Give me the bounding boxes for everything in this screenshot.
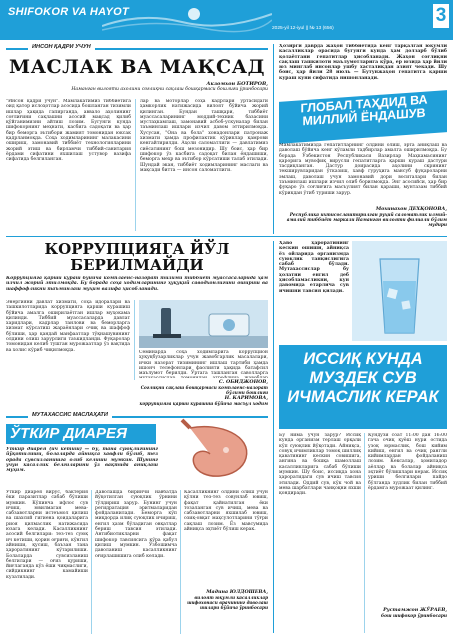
- column-divider: [364, 433, 365, 633]
- article-4-signature-name: Мадина ЮЛДОШЕВА,: [206, 589, 268, 595]
- article-5-signature-role: бош шифокор ўринбосари: [380, 614, 447, 619]
- section-title: SHIFOKOR VA HAYOT: [8, 6, 130, 18]
- issue-date: 2025-yil 12-iyul || № 13 (656): [272, 26, 334, 31]
- article-4-col3: Касалликнинг олдини олиш учун қўлни тез-тез совунлаб ювиш, фақат қайнатилган ёки тозаланган сув ичиш, мева ва сабзавотларни яхшилаб ювиш, озиқ-овқат маҳсулотларини тўғри сақлаш лозим. Ёз мавсумида айниқса эҳтиёт бўлиш керак.: [184, 490, 268, 533]
- heart-icon: [188, 8, 200, 20]
- article-3-col1: Энергияни давлат хизмати, соҳа идоралари ва ташкилотларида коррупцияга қарши курашиш бўйича амалга оширилаётган ишлар муҳокама қилинди. Тиббий муассасаларда давлат харидлари, кадрлар танлови ва беморларга хизмат кўрсатиш жараёнлари очиқ ва шаффоф бўлиши, ҳар қандай манфаатлар тўқнашувининг олдини олиш зарурлиги таъкидланди. Фуқаролар томонидан келиб тушган мурожаатлар ўз вақтида ва холис кўриб чиқилмоқда.: [6, 300, 130, 353]
- article-3-lead: Коррупцияга қарши кураш бўйича комплаенс-назорат тизими тиббиёт муассасаларида ҳам изчил жорий этилмоқда. Бу борада соҳа ходимларининг ҳуқуқий саводхонлигини ошириш ва шаффофликни таъминлаш муҳим вазифа ҳисобланади.: [6, 276, 268, 292]
- page-number: 3: [433, 4, 449, 28]
- column-divider: [180, 490, 181, 634]
- column-divider: [134, 300, 135, 380]
- article-5-col2: Кундузи соат 11:00 дан 16:00 гача очиқ қуёш нури остида узоқ юрмаслик, бош кийим кийиш, енгил ва очиқ рангли кийимлардан фойдаланиш лозим. Кексалар, ҳомиладор аёллар ва болалар айниқса эҳтиёт бўлишлари керак. Иссиқ уриши белгилари пайдо бўлганда зудлик билан тиббий ёрдамга мурожаат қилинг.: [368, 433, 447, 491]
- article-1-col1: "Инсон қадри учун". Мамлакатимиз тиббиётига оид қатор ислоҳотлар асосида бошланган тизимли ишлар ҳақида гапирганда, аввало аҳолининг соғлиғини сақлашни асосий мақсад қилиб қўйганимизни айтиш лозим. Бугунги кунда шифокорнинг меҳнати, касбига садоқати ва ҳар бир беморга эътибори жамият томонидан юксак қадрланмоқда. Соҳа ходимларининг малакасини ошириш, замонавий тиббиёт технологияларини жорий этиш ва бирламчи тиббий-санитария ёрдами сифатини яхшилаш устувор вазифа сифатида белгиланган.: [6, 99, 131, 163]
- column-divider: [91, 490, 92, 634]
- article-1-title: МАСЛАК ВА МАҚСАД: [9, 56, 265, 78]
- article-2-lead: Ҳозирги даврда жаҳон тиббиётида кенг тарқалган юқумли касалликлар орасида бугунги кунда ҳам долзарб бўлиб қолаётгани гепатитлар ҳисобланади. Жаҳон соғлиқни сақлаш ташкилоти маълумотларига кўра, ер юзида ҳар йили юз минглаб инсонлар ушбу хасталикдан азият чекади. Шу боис, ҳар йили 28 июль — Бутунжаҳон гепатитга қарши кураш куни сифатида нишонланади.: [279, 44, 447, 81]
- article-4-lead: Ўткир диарея (ич кетиш) — бу, тана суюқлигининг йўқотилиши, болаларда айниқса хавфли бўлиб, тез орада сувсизланишга олиб келиши мумкин. Шунинг учун касаллик белгиларини ўз вақтида аниқлаш муҳим.: [6, 447, 158, 474]
- article-5-lead: Ҳаво ҳароратининг кескин ошиши, айниқса ёз ойларида организмда суюқлик танқислигига сабаб бўлади. Мутахассислар бу ҳолатни енгил деб ҳисобламасликни, кун давомида етарлича сув ичишни тавсия қилади.: [279, 241, 349, 294]
- rubric-inson-qadri: ИНСОН ҚАДРИ УЧУН: [6, 44, 268, 54]
- article-3-col2: Семинарда соҳа ходимларига коррупцион ҳуқуқбузарликлар учун жавобгарлик масалалари, ички назорат тизимининг ишлаш тартиби ҳамда ишонч телефонлари фаолияти ҳақида батафсил маълумот берилди. Ўртага ташланган саволларга: [139, 350, 268, 377]
- article-2-body: Мамлакатимизда гепатитларнинг олдини олиш, эрта аниқлаш ва даволаш бўйича кенг кўламли тадбирлар амалга оширилмоқда. Бу борада Ўзбекистон Республикаси Вазирлар Маҳкамасининг қарорига мувофиқ вирусли гепатитларга қарши кураш дастури тасдиқланган. Дастур доирасида аҳолини скрининг текширувларидан ўтказиш, хавф гуруҳига мансуб фуқароларни эмлаш, даволаш учун замонавий дори воситалари билан таъминлаш ишлари изчил олиб борилмоқда. Энг асосийси, ҳар бир фуқаро ўз соғлиғига масъулият билан қараши, мунтазам тиббий кўрикдан ўтиб туриши зарур.: [279, 143, 447, 196]
- article-1-byline-role: Наманган вилояти ахолини соғлиқни сақлаш бошқармаси бошлиғи ўринбосари: [71, 87, 268, 92]
- article-2-signature-role: Республика ихтисослаштирилган руҳий саломатлик илмий-амалий тиббиёт маркази Наманган вилояти филиали бўлим мудири: [286, 213, 447, 228]
- column-divider: [135, 99, 136, 231]
- article-3-signature-1-role: Соғлиқни сақлаш бошқармаси комплаенс-назорат бўлими бошлиғи: [140, 385, 268, 395]
- article-5-title: ИССИҚ КУНДА МУЗДЕК СУВ ИЧМАСЛИК КЕРАК: [287, 350, 439, 406]
- stomach-illustration: [160, 418, 268, 486]
- article-2-signature-name: Мохинахон ДЕХҚОНОВА,: [375, 206, 447, 212]
- article-2-title: ГЛОБАЛ ТАҲДИД ВА МИЛЛИЙ ЁНДАШУВ: [300, 92, 428, 129]
- header-wave-decoration: [102, 4, 272, 34]
- article-4-signature-role: вилоят юқумли касалликлар шифохонаси врачининг даволаш ишлари бўйича ўринбосари: [187, 595, 268, 610]
- microscope-photo: [139, 300, 268, 348]
- article-4-col2: Даволашда биринчи навбатда йўқотилган суюқлик ўрнини тўлдириш зарур. Бунинг учун регидратация эритмаларидан фойдаланилади. Беморга кўп миқдорда илиқ суюқлик ичириш, енгил ҳазм бўладиган овқатлар бериш тавсия этилади. Антибиотикларни фақат шифокор тавсиясига кўра қабул қилиш мумкин. Ўзбошимча даволаниш касалликнинг оғирлашишига олиб келади.: [95, 490, 177, 559]
- article-4-title: ЎТКИР ДИАРЕЯ: [10, 425, 127, 442]
- article-3-signature-2-role: коррупцияга қарши курашиш бўйича масъул ходим: [139, 401, 268, 406]
- article-1-col2: лар ва моторлар соҳа кадрлари ўртасидаги ҳамкорлик натижасида вилоят бўйича жорий қилинган. Бундан ташқари, тиббиёт муассасаларининг моддий-техник базасини мустаҳкамлаш, замонавий асбоб-ускуналар билан таъминлаш ишлари изчил давом эттирилмоқда. Хусусан, "Она ва бола" хонадонлари патронаж хизмати ҳамда профилактик кўриклар қамрови кенгайтирилди. Аҳоли саломатлиги — давлатимиз сиёсатининг бош мезонидир. Шу боис, ҳар бир шифокор ўз касбига садоқат билан ёндашиши, беморга меҳр ва эътибор кўрсатиши талаб этилади. Шундай экан, тиббиёт ходимларининг маслаги ва мақсади битта — инсон саломатлиги.: [140, 99, 268, 173]
- article-3-signature-1-name: С. ОБИДЖОНОВ,: [218, 379, 268, 385]
- article-5-signature-name: Рустамжон ЖЎРАЕВ,: [383, 607, 447, 613]
- water-glass-photo: [352, 241, 447, 341]
- block-divider: [273, 241, 274, 633]
- rubric-mutaxassis: МУТАХАССИС МАСЛАҲАТИ: [6, 412, 268, 422]
- article-4-col1: Ўткир диарея вирус, бактерия ёки паразитлар сабаб бўлиши мумкин. Кўпинча ифлос сув ичиш, ювилмаган мева-сабзавотларни истеъмол қилиш ва шахсий гигиена қоидаларига риоя қилмаслик натижасида юзага келади. Касалликнинг асосий белгилари: тез-тез суюқ ич кетиши, қорин оғриғи, кўнгил айниши, қусиш, баъзан тана ҳароратининг кўтарилиши. Болаларда сувсизланиш белгилари — оғиз қуриши, йиғлаганда кўз ёши чиқмаслиги, сийдикнинг камайиши кузатилади.: [6, 490, 88, 580]
- horizontal-divider: [6, 236, 447, 237]
- article-1-byline: Акзомхон БОТИРОВ,: [206, 81, 268, 87]
- article-5-col1: Бу нима учун зарур? Иссиқ кунда организм терлаш орқали кўп суюқлик йўқотади. Айниқса, совуқ ичимликлар томоқ шиллиқ қаватининг кескин совишига, ангина ва бошқа шамоллаш касалликларига сабаб бўлиши мумкин. Шу боис, иссиқда хона ҳароратидаги сув ичиш тавсия этилади. Оддий сув, кўк чой ва мева шарбатлари чанқоқни яхши қондиради.: [279, 433, 361, 497]
- article-3-signature-2-name: Н. КАРИМОВА,: [224, 395, 268, 401]
- article-3-title: КОРРУПЦИЯГА ЙЎЛ БЕРИЛМАЙДИ: [44, 240, 230, 274]
- block-divider: [273, 44, 274, 234]
